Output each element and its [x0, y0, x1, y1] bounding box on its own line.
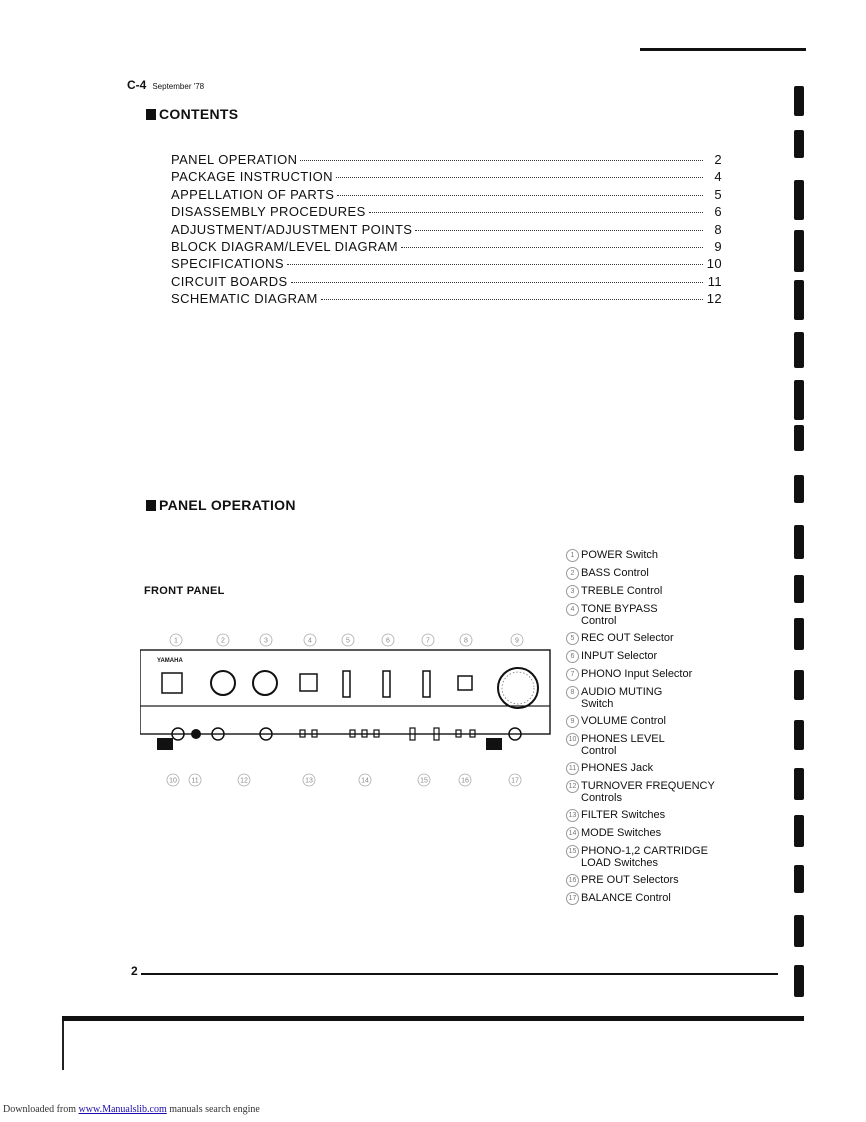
- footer-suffix: manuals search engine: [166, 1104, 260, 1115]
- toc-leader: [369, 212, 703, 213]
- callout-number: 3: [264, 637, 268, 645]
- part-number-badge: 1: [566, 549, 579, 562]
- part-label: PHONO-1,2 CARTRIDGE LOAD Switches: [581, 845, 708, 869]
- toc-page: 9: [714, 238, 722, 254]
- part-item: [566, 715, 766, 728]
- part-number-badge: 14: [566, 827, 579, 840]
- toc-leader: [337, 195, 703, 196]
- toc-entry: [171, 256, 722, 273]
- toc-leader: [415, 230, 703, 231]
- part-number-badge: 13: [566, 809, 579, 822]
- toc-page: 4: [714, 169, 722, 185]
- part-number-badge: 15: [566, 845, 579, 858]
- part-label: REC OUT Selector: [581, 632, 674, 644]
- page-number-rule: [141, 973, 778, 975]
- callout-number: 4: [308, 637, 312, 645]
- part-number-badge: 2: [566, 567, 579, 580]
- callout-number: 5: [346, 637, 350, 645]
- toc-title: APPELLATION OF PARTS: [171, 186, 335, 202]
- treble-knob: [253, 671, 277, 695]
- toc-entry: [171, 204, 722, 221]
- toc-title: CIRCUIT BOARDS: [171, 273, 288, 289]
- part-number-badge: 5: [566, 632, 579, 645]
- part-number-badge: 9: [566, 715, 579, 728]
- toc-leader: [336, 177, 703, 178]
- heading-square-icon: [146, 109, 156, 120]
- toc-leader: [321, 299, 703, 300]
- bottom-rule: [62, 1016, 804, 1021]
- part-number-badge: 7: [566, 668, 579, 681]
- page-header: [127, 78, 204, 92]
- toc-leader: [287, 264, 703, 265]
- part-item: [566, 762, 766, 775]
- callout-number: 17: [511, 777, 519, 785]
- part-label: BALANCE Control: [581, 892, 671, 904]
- callout-number: 7: [426, 637, 430, 645]
- toc-page: 10: [706, 256, 722, 272]
- part-item: [566, 686, 766, 710]
- toc-page: 11: [707, 273, 722, 289]
- part-item: [566, 549, 766, 562]
- part-item: [566, 585, 766, 598]
- part-label: TURNOVER FREQUENCY Controls: [581, 780, 715, 804]
- phono-selector: [423, 671, 430, 697]
- tone-bypass-switch: [300, 674, 317, 691]
- page-number: 2: [131, 964, 138, 978]
- toc-title: SCHEMATIC DIAGRAM: [171, 291, 318, 307]
- part-number-badge: 4: [566, 603, 579, 616]
- callout-number: 8: [464, 637, 468, 645]
- bottom-callouts: [167, 774, 521, 786]
- callout-number: 9: [515, 637, 519, 645]
- toc-entry: [171, 291, 722, 308]
- part-item: [566, 733, 766, 757]
- top-rule: [640, 48, 806, 51]
- part-item: [566, 632, 766, 645]
- footer-prefix: Downloaded from: [3, 1104, 79, 1115]
- callout-number: 16: [461, 777, 469, 785]
- part-label: PHONES LEVEL Control: [581, 733, 665, 757]
- model-number: C-4: [127, 78, 147, 92]
- part-item: [566, 780, 766, 804]
- input-selector: [383, 671, 390, 697]
- toc-page: 6: [714, 204, 722, 220]
- callout-number: 15: [420, 777, 428, 785]
- heading-square-icon: [146, 500, 156, 511]
- page-edge-marks: [794, 70, 806, 1020]
- manualslib-link[interactable]: www.Manualslib.com: [78, 1104, 167, 1115]
- phones-jack: [191, 729, 201, 739]
- callout-number: 14: [361, 777, 369, 785]
- callout-number: 1: [174, 637, 178, 645]
- toc-page: 5: [714, 186, 722, 202]
- contents-title: CONTENTS: [159, 106, 239, 122]
- contents-heading: [146, 106, 238, 122]
- toc-title: DISASSEMBLY PROCEDURES: [171, 204, 366, 220]
- callout-number: 13: [305, 777, 313, 785]
- part-item: [566, 668, 766, 681]
- toc-leader: [401, 247, 703, 248]
- issue-date: September '78: [152, 82, 205, 91]
- top-callouts: [170, 634, 523, 646]
- rec-out-selector: [343, 671, 350, 697]
- panel-operation-heading: [146, 497, 296, 513]
- part-label: PRE OUT Selectors: [581, 874, 679, 886]
- table-of-contents: [171, 152, 722, 309]
- part-number-badge: 6: [566, 650, 579, 663]
- callout-number: 10: [169, 777, 177, 785]
- volume-knob: [498, 668, 538, 708]
- toc-page: 8: [714, 221, 722, 237]
- parts-list: [566, 549, 766, 910]
- toc-entry: [171, 169, 722, 186]
- bass-knob: [211, 671, 235, 695]
- power-switch: [162, 673, 182, 693]
- toc-entry: [171, 187, 722, 204]
- panel-operation-title: PANEL OPERATION: [159, 497, 296, 513]
- audio-muting-switch: [458, 676, 472, 690]
- panel-outline: [140, 650, 550, 734]
- part-item: [566, 874, 766, 887]
- toc-title: BLOCK DIAGRAM/LEVEL DIAGRAM: [171, 238, 399, 254]
- part-item: [566, 827, 766, 840]
- part-label: BASS Control: [581, 567, 649, 579]
- part-label: FILTER Switches: [581, 809, 666, 821]
- toc-title: SPECIFICATIONS: [171, 256, 284, 272]
- right-foot: [486, 738, 502, 750]
- toc-title: PANEL OPERATION: [171, 152, 298, 167]
- front-panel-label: FRONT PANEL: [144, 585, 225, 597]
- left-foot: [157, 738, 173, 750]
- toc-leader: [291, 282, 703, 283]
- part-number-badge: 3: [566, 585, 579, 598]
- callout-number: 6: [386, 637, 390, 645]
- part-number-badge: 10: [566, 733, 579, 746]
- part-label: POWER Switch: [581, 549, 659, 561]
- part-label: INPUT Selector: [581, 650, 658, 662]
- part-item: [566, 845, 766, 869]
- part-number-badge: 11: [566, 762, 579, 775]
- part-label: TREBLE Control: [581, 585, 663, 597]
- part-number-badge: 8: [566, 686, 579, 699]
- part-item: [566, 567, 766, 580]
- toc-title: ADJUSTMENT/ADJUSTMENT POINTS: [171, 221, 413, 237]
- part-label: AUDIO MUTING Switch: [581, 686, 663, 710]
- front-panel-diagram: [140, 630, 560, 790]
- toc-entry: [171, 274, 722, 291]
- part-item: [566, 892, 766, 905]
- part-item: [566, 603, 766, 627]
- callout-number: 11: [191, 777, 199, 785]
- part-number-badge: 16: [566, 874, 579, 887]
- part-label: PHONES Jack: [581, 762, 654, 774]
- toc-entry: [171, 152, 722, 169]
- part-label: MODE Switches: [581, 827, 662, 839]
- part-label: VOLUME Control: [581, 715, 666, 727]
- part-item: [566, 809, 766, 822]
- toc-title: PACKAGE INSTRUCTION: [171, 169, 333, 185]
- part-item: [566, 650, 766, 663]
- toc-entry: [171, 239, 722, 256]
- callout-number: 12: [240, 777, 248, 785]
- toc-page: 12: [706, 291, 722, 307]
- part-number-badge: 17: [566, 892, 579, 905]
- part-label: TONE BYPASS Control: [581, 603, 658, 627]
- brand-logo: YAMAHA: [157, 658, 183, 664]
- part-label: PHONO Input Selector: [581, 668, 693, 680]
- download-footer: [3, 1104, 260, 1115]
- part-number-badge: 12: [566, 780, 579, 793]
- page-left-edge: [62, 1016, 64, 1070]
- toc-page: 2: [714, 152, 722, 167]
- toc-entry: [171, 222, 722, 239]
- toc-leader: [300, 160, 703, 161]
- callout-number: 2: [221, 637, 225, 645]
